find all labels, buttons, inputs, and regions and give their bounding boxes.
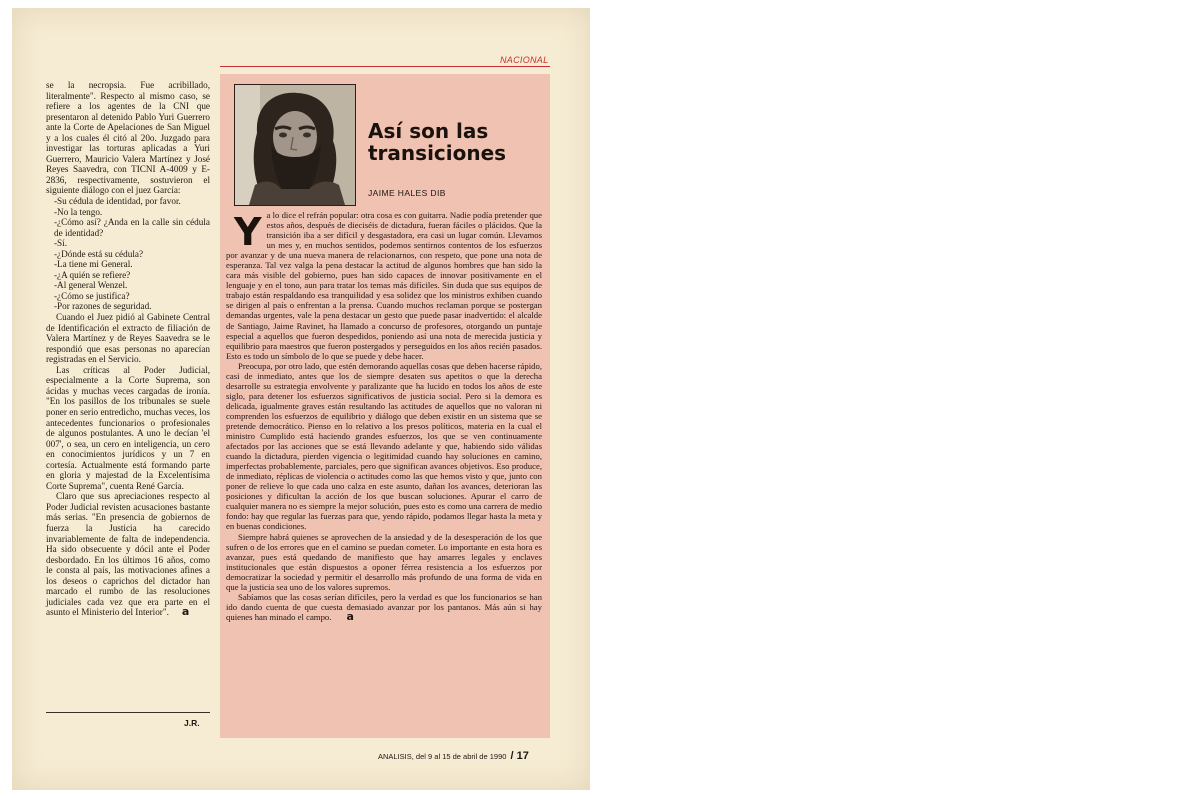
left-column-paragraph: -Por razones de seguridad. [54,301,152,312]
left-column-divider [46,712,210,713]
page-number: / 17 [510,750,529,762]
page-footer [378,750,529,762]
section-label: NACIONAL [500,55,549,65]
left-column-paragraph: -Sí. [54,238,68,249]
article-paragraph-text: Siempre habrá quienes se aprovechen de la ansiedad y de la desesperación de los que sufren o de los errores que en el camino se puedan cometer. Lo importante en esta hora es avanzar, pues está quedando de manifiesto que hay amarres legales y enclaves institucionales que están dispuestos a oponer férrea resistencia a los esfuerzos por democratizar la sociedad y permitir el desarrollo más profundo de una forma de vida en que la justicia sea uno de los valores supremos. [226,531,542,592]
article-paragraph-text: Sabíamos que las cosas serían difíciles, pero la verdad es que los funcionarios se han ido dando cuenta de que cuesta demasiado avanzar por los pantanos. Más aún si hay quienes han minado el campo. [226,591,542,622]
left-column-paragraph: -Su cédula de identidad, por favor. [54,196,181,207]
end-mark-icon: a [181,605,190,619]
article-paragraph [226,592,542,622]
publication-info: ANALISIS, del 9 al 15 de abril de 1990 [378,752,507,761]
left-column-paragraph: se la necropsia. Fue acribillado, literalmente". Respecto al mismo caso, se refiere a los agentes de la CNI que presentaron al detenido Pablo Yuri Guerrero ante la Corte de Apelaciones de San Miguel y a los cuales él citó al 20o. Juzgado para investigar las torturas aplicadas a Yuri Guerrero, Mauricio Valera Martínez y José Reyes Saavedra, con TICNI A-4009 y E-2836, respectivamente, sostuvieron el siguiente diálogo con el juez García: [46,80,210,196]
author-initials: J.R. [184,718,200,728]
end-mark-icon: a [346,609,354,623]
article-title: Así son las transiciones [368,119,507,165]
portrait-image [235,85,355,205]
article-paragraph [226,210,542,361]
left-column-paragraph: Claro que sus apreciaciones respecto al Poder Judicial revisten acusaciones bastante más serias. "En presencia de gobiernos de fuerza la Justicia ha carecido invariablemente de falta de independencia. Ha sido obsecuente y dócil ante el Poder desbordado. En los últimos 16 años, como le consta al país, las motivaciones afines a los deseos o caprichos del dictador han marcado el rumbo de las resoluciones judiciales cada vez que era parte en el asunto el Ministerio del Interior". a [46,491,210,619]
left-column-paragraph: Cuando el Juez pidió al Gabinete Central de Identificación el extracto de filiación de Valera Martínez y de Reyes Saavedra se le respondió que esas personas no aparecían registradas en el Servicio. [46,312,210,365]
left-column-paragraph: -¿Cómo así? ¿Anda en la calle sin cédula de identidad? [54,217,210,238]
left-column-paragraph: -¿Cómo se justifica? [54,290,130,301]
left-column-paragraph: -¿Dónde está su cédula? [54,248,144,259]
author-photo [234,84,356,206]
left-column-text [46,80,210,618]
left-column-paragraph: -No la tengo. [54,206,103,217]
left-column-paragraph: -Al general Wenzel. [54,280,128,291]
article-body [226,210,542,622]
article-byline: JAIME HALES DIB [368,188,446,198]
drop-cap: Y [234,210,262,254]
article-paragraph-text: a lo dice el refrán popular: otra cosa es con guitarra. Nadie podía pretender que estos años, después de dieciséis de dictadura, fueran fáciles o plácidos. Que la transición iba a ser difícil y desgastadora, era casi un lugar común. Llevamos un mes y, en muchos sentidos, podemos sentirnos contentos de los esfuerzos por avanzar y de una nueva manera de relacionarnos, con respeto, que pone una nota de esperanza. Tal vez valga la pena destacar la actitud de algunos hombres que han sido la cara más visible del gobierno, pues han sido capaces de innovar positivamente en el lenguaje y en el tono, aun para tratar los temas más difíciles. Sin duda que sus equipos de trabajo están respaldando esa tranquilidad y esa solidez que los ministros exhiben cuando se dirigen al país o enfrentan a la prensa. Cuando muchos reclaman porque se postergan demandas urgentes, vale la pena destacar un gesto que puede pasar inadvertido: el alcalde de Santiago, Jaime Ravinet, ha llamado a concurso de profesores, otorgando un puntaje especial a aquellos que fueron despedidos, poniendo así una nota de merecida justicia y equilibrio para maestros que fueron postergados y perseguidos en los años recién pasados. Esto es todo un símbolo de lo que se puede y debe hacer. [226,210,542,361]
magazine-page [12,8,590,790]
article-paragraph [226,532,542,592]
left-column-paragraph: Las críticas al Poder Judicial, especialmente a la Corte Suprema, son ácidas y muchas veces cargadas de ironía. "En los pasillos de los tribunales se suele poner en serio entredicho, muchas veces, los antecedentes funcionarios o profesionales de algunos postulantes. A uno le decían 'el 007', o sea, un cero en inteligencia, un cero en conocimientos jurídicos y un 7 en cortesía. Actualmente está formando parte en gloria y majestad de la Excelentísima Corte Suprema", cuenta René García. [46,364,210,491]
left-column-paragraph: -La tiene mi General. [54,259,133,270]
left-column-paragraph: -¿A quién se refiere? [54,269,131,280]
article-paragraph [226,361,542,532]
section-rule [220,66,550,67]
article-paragraph-text: Preocupa, por otro lado, que estén demorando aquellas cosas que deben hacerse rápido, casi de inmediato, antes que los de siempre desaten sus apetitos o que la derecha desarrolle su estrategia envolvente y paralizante que ha lucido en todos los años de este siglo, para detener los esfuerzos significativos de justicia social. Pero si la demora es delicada, igualmente graves están resultando las actitudes de aquellos que no valoran ni comprenden los esfuerzos de equilibrio y diálogo que deben existir en un sistema que se pretende democrático. Pienso en lo relativo a los presos políticos, materia en la cual el ministro Cumplido está haciendo grandes esfuerzos, los que se ven continuamente afectados por las acciones que se está llevando adelante y que, habiendo sido válidas cuando la dictadura, pierden vigencia o legitimidad cuando hay soluciones en camino, imperfectas probablemente, parciales, pero que significan avances objetivos. Eso produce, de inmediato, réplicas de violencia o actitudes como las que hemos visto y que, junto con poner de relieve lo que cada uno calza en este asunto, dañan los avances, deterioran las posiciones y dificultan la acción de los que buscan soluciones. Apurar el carro de cualquier manera no es siempre la mejor solución, pues esto es como una carrera de medio fondo: hay que regular las fuerzas para que, yendo rápido, podamos llegar hasta la meta y en buenas condiciones. [226,360,542,532]
